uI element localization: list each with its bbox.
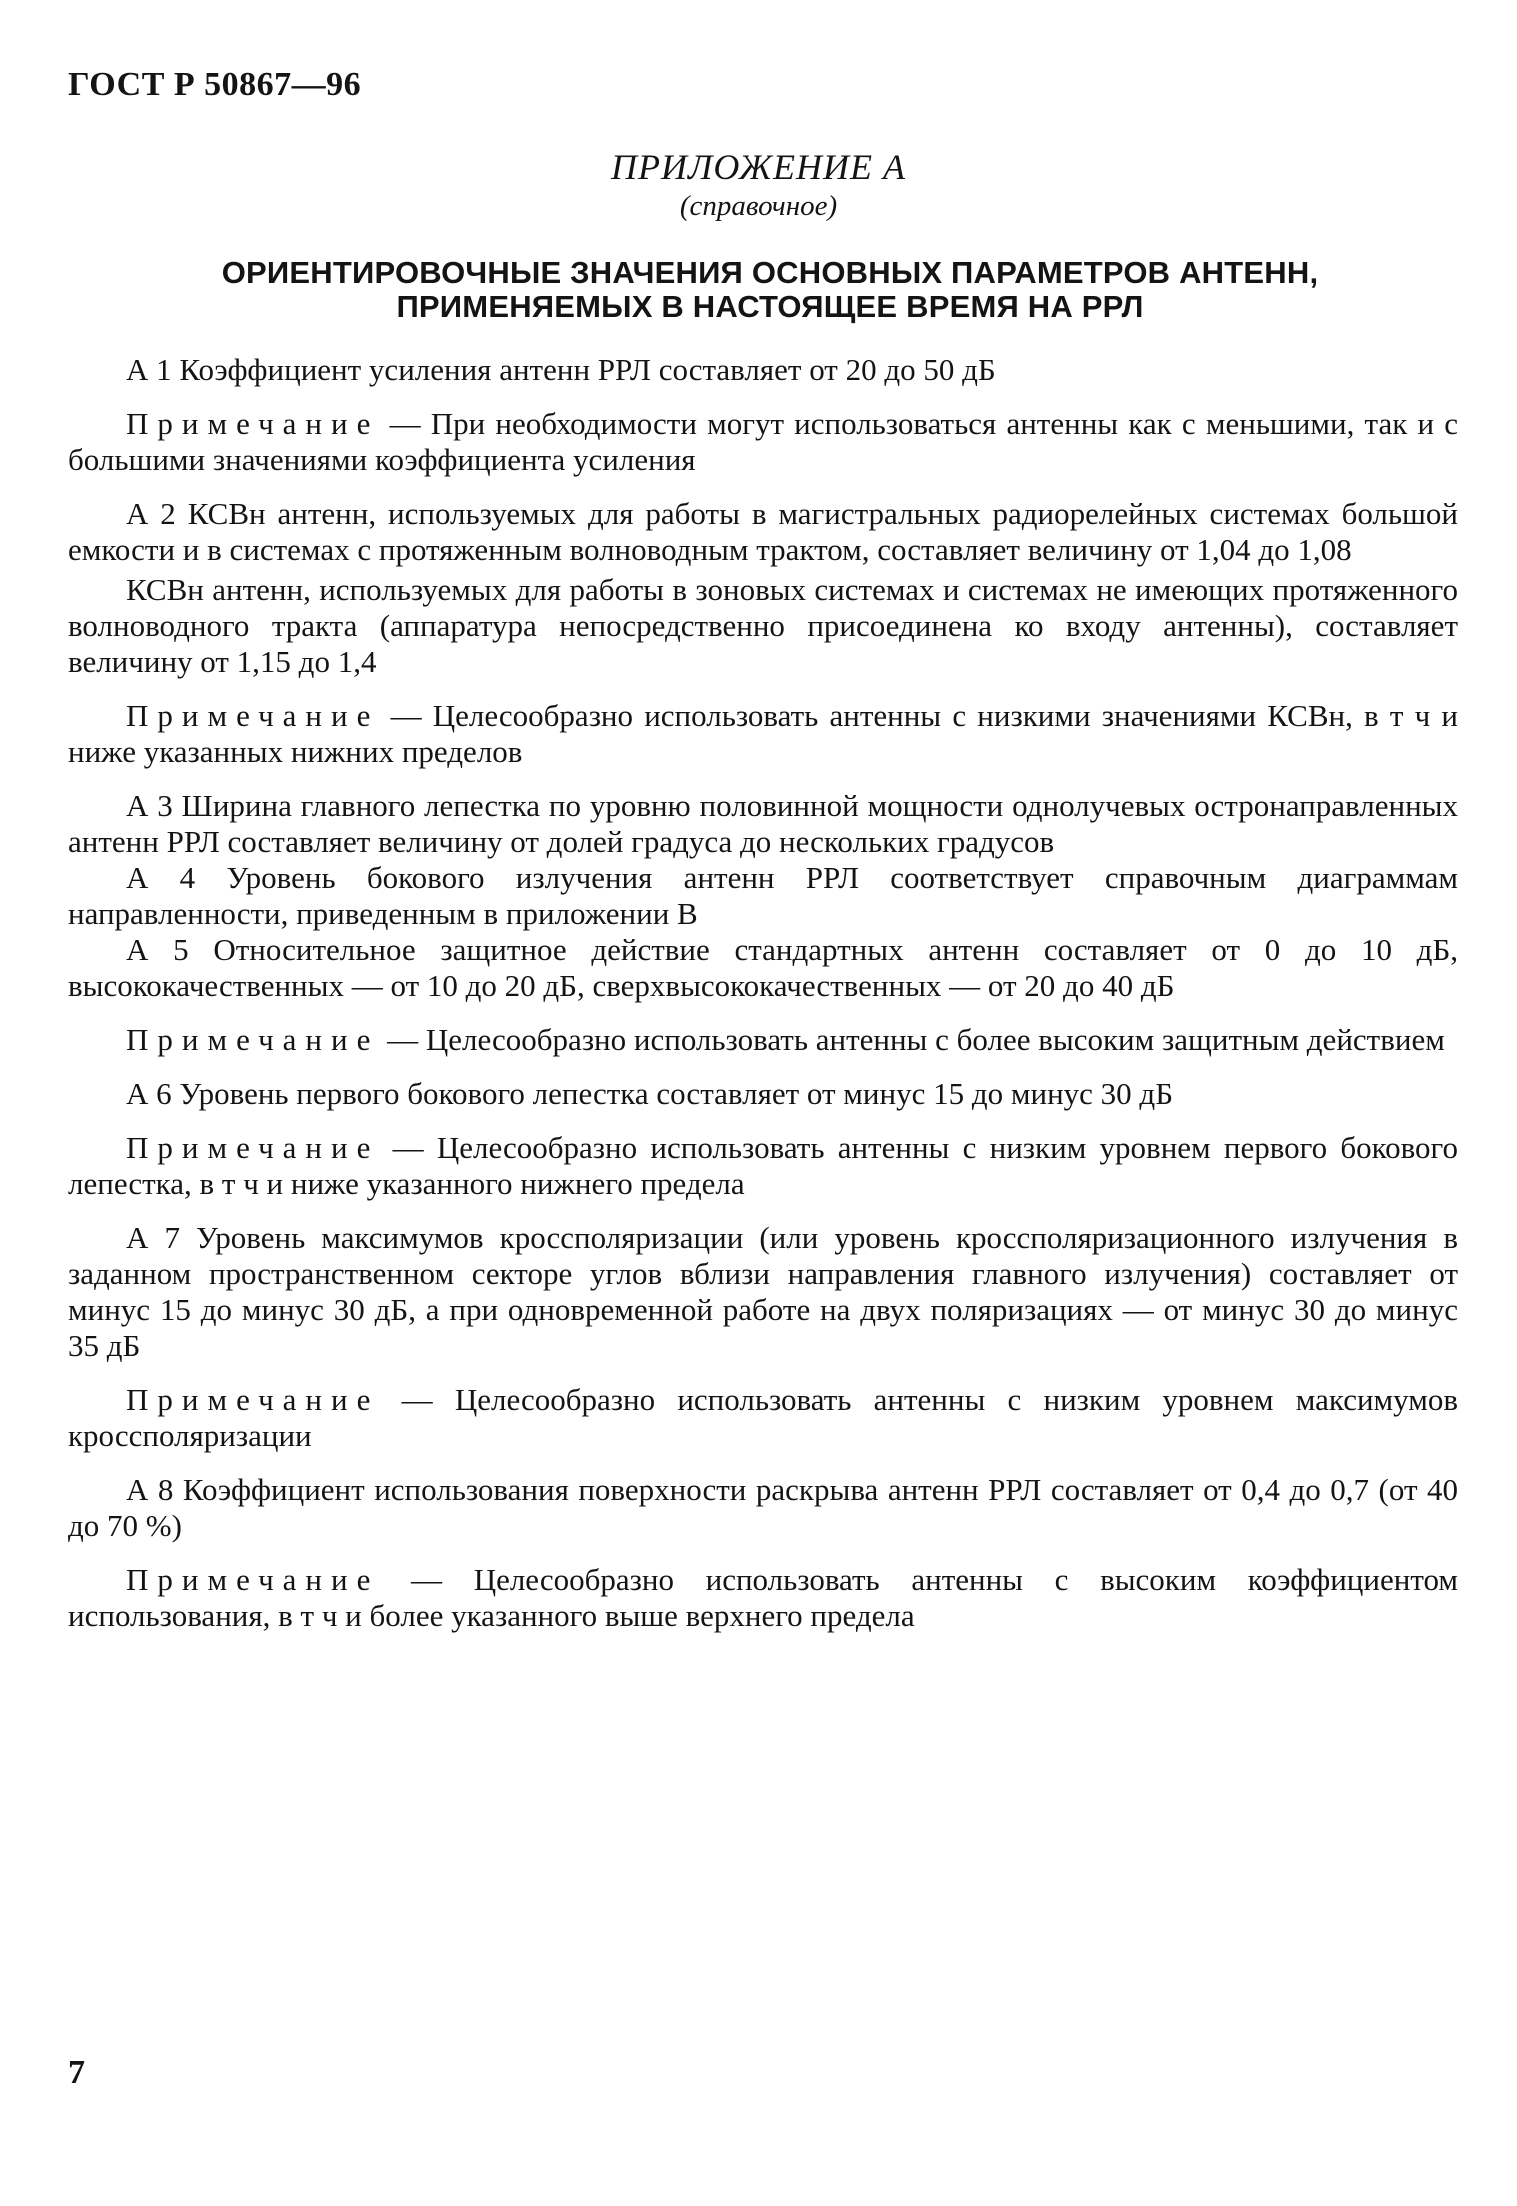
note-label: Примечание [126,406,380,441]
paragraph-a6: А 6 Уровень первого бокового лепестка составляет от минус 15 до минус 30 дБ [126,1076,1173,1111]
note-label: Примечание [126,1382,380,1417]
document-title-line-1: ОРИЕНТИРОВОЧНЫЕ ЗНАЧЕНИЯ ОСНОВНЫХ ПАРАМЕТРОВ АНТЕНН, [221,255,1319,290]
note-label: Примечание [126,1562,380,1597]
note-a2 [68,698,1458,770]
appendix-title: ПРИЛОЖЕНИЕ А [611,147,906,187]
paragraph-a8: А 8 Коэффициент использования поверхности раскрыва антенн РРЛ составляет от 0,4 до 0,7 (от 40 до 70 %) [68,1472,1458,1543]
note-text: — Целесообразно использовать антенны с низкими значениями КСВн, в т ч и ниже указанных нижних пределов [68,698,1458,769]
note-label: Примечание [126,1022,380,1057]
note-text: — При необходимости могут использоваться антенны как с меньшими, так и с большими значениями коэффициента усиления [68,406,1458,477]
paragraph-a7: А 7 Уровень максимумов кроссполяризации (или уровень кроссполяризационного излучения в заданном пространственном секторе углов вблизи направления главного излучения) составляет от минус 15 до минус 30 дБ, а при одновременной работе на двух поляризациях — от минус 30 до минус 35 дБ [68,1220,1458,1363]
note-label: Примечание [126,698,380,733]
note-a8 [68,1562,1458,1634]
document-title-line-2: ПРИМЕНЯЕМЫХ В НАСТОЯЩЕЕ ВРЕМЯ НА РРЛ [396,289,1144,324]
appendix-subtitle: (справочное) [679,190,838,222]
note-a6 [68,1130,1458,1202]
note-a1 [68,406,1458,478]
paragraph-a4: А 4 Уровень бокового излучения антенн РРЛ соответствует справочным диаграммам направленности, приведенным в приложении В [68,860,1458,931]
paragraph-a3: А 3 Ширина главного лепестка по уровню половинной мощности однолучевых остронаправленных антенн РРЛ составляет величину от долей градуса до нескольких градусов [68,788,1458,859]
paragraph-a5: А 5 Относительное защитное действие стандартных антенн составляет от 0 до 10 дБ, высококачественных — от 10 до 20 дБ, сверхвысококачественных — от 20 до 40 дБ [68,932,1458,1003]
note-label: Примечание [126,1130,380,1165]
note-text: — Целесообразно использовать антенны с высоким коэффициентом использования, в т ч и более указанного выше верхнего предела [68,1562,1458,1633]
page-number: 7 [68,2054,85,2091]
note-text: — Целесообразно использовать антенны с низким уровнем максимумов кроссполяризации [68,1382,1458,1453]
paragraph-a2: А 2 КСВн антенн, используемых для работы в магистральных радиорелейных системах большой емкости и в системах с протяженным волноводным трактом, составляет величину от 1,04 до 1,08 [68,496,1458,567]
note-text: — Целесообразно использовать антенны с низким уровнем первого бокового лепестка, в т ч и ниже указанного нижнего предела [68,1130,1458,1201]
document-body [68,352,1458,1634]
document-title [120,256,1420,324]
standard-header: ГОСТ Р 50867—96 [68,66,362,103]
paragraph-a2-continued: КСВн антенн, используемых для работы в зоновых системах и системах не имеющих протяженного волноводного тракта (аппаратура непосредственно присоединена ко входу антенны), составляет величину от 1,15 до 1,4 [68,572,1458,679]
paragraph-a1: А 1 Коэффициент усиления антенн РРЛ составляет от 20 до 50 дБ [126,352,996,387]
note-a5 [68,1022,1458,1058]
note-text: — Целесообразно использовать антенны с более высоким защитным действием [387,1022,1445,1057]
note-a7 [68,1382,1458,1454]
